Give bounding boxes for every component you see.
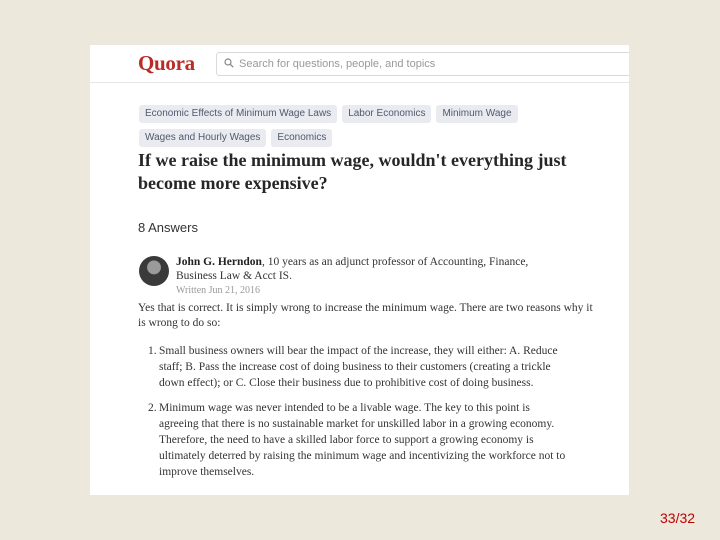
list-item [148, 343, 568, 391]
list-item-text: Small business owners will bear the impact of the increase, they will either: A. Reduce staff; B. Pass the increase cost of doing business to their customers (creating a trickle down effect); or C. Close their business due to prohibitive cost of doing business. [159, 345, 558, 389]
answer-intro: Yes that is correct. It is simply wrong to increase the minimum wage. There are two reasons why it is wrong to do so: [138, 302, 593, 329]
quora-logo[interactable]: Quora [138, 51, 195, 75]
list-item [148, 400, 568, 480]
topic-tags [139, 105, 599, 153]
list-item-text: Minimum wage was never intended to be a livable wage. The key to this point is agreeing that there is no sustainable market for unskilled labor in a growing economy. Therefore, the need to have a skilled labor force to support a growing economy is ultimately deterred by raising the minimum wage and incentivizing the workforce not to improve themselves. [159, 402, 566, 478]
topic-tag[interactable]: Economics [271, 129, 332, 147]
topic-row-2 [139, 129, 599, 147]
topic-tag[interactable]: Minimum Wage [436, 105, 517, 123]
topic-tag[interactable]: Labor Economics [342, 105, 431, 123]
slide-page-number: 33/32 [660, 510, 696, 526]
list-item-number: 1. [148, 345, 157, 357]
top-navigation-bar [90, 45, 629, 83]
search-input[interactable] [237, 53, 629, 75]
search-box[interactable] [216, 52, 629, 76]
screenshot-panel [90, 45, 629, 495]
topic-tag[interactable]: Wages and Hourly Wages [139, 129, 266, 147]
author-name-link[interactable]: John G. Herndon [176, 256, 262, 268]
answer-reasons-list [148, 343, 568, 489]
topic-row-1 [139, 105, 599, 123]
question-title[interactable]: If we raise the minimum wage, wouldn't everything just become more expensive? [138, 150, 567, 193]
author-avatar[interactable] [139, 256, 169, 286]
topic-tag[interactable]: Economic Effects of Minimum Wage Laws [139, 105, 337, 123]
search-icon [224, 58, 234, 68]
list-item-number: 2. [148, 402, 157, 414]
answer-date[interactable]: Written Jun 21, 2016 [176, 285, 261, 296]
answers-count: 8 Answers [138, 220, 198, 235]
author-info [176, 255, 556, 283]
author-credential: , 10 years as an adjunct professor of Accounting, Finance, Business Law & Acct IS. [176, 256, 529, 282]
